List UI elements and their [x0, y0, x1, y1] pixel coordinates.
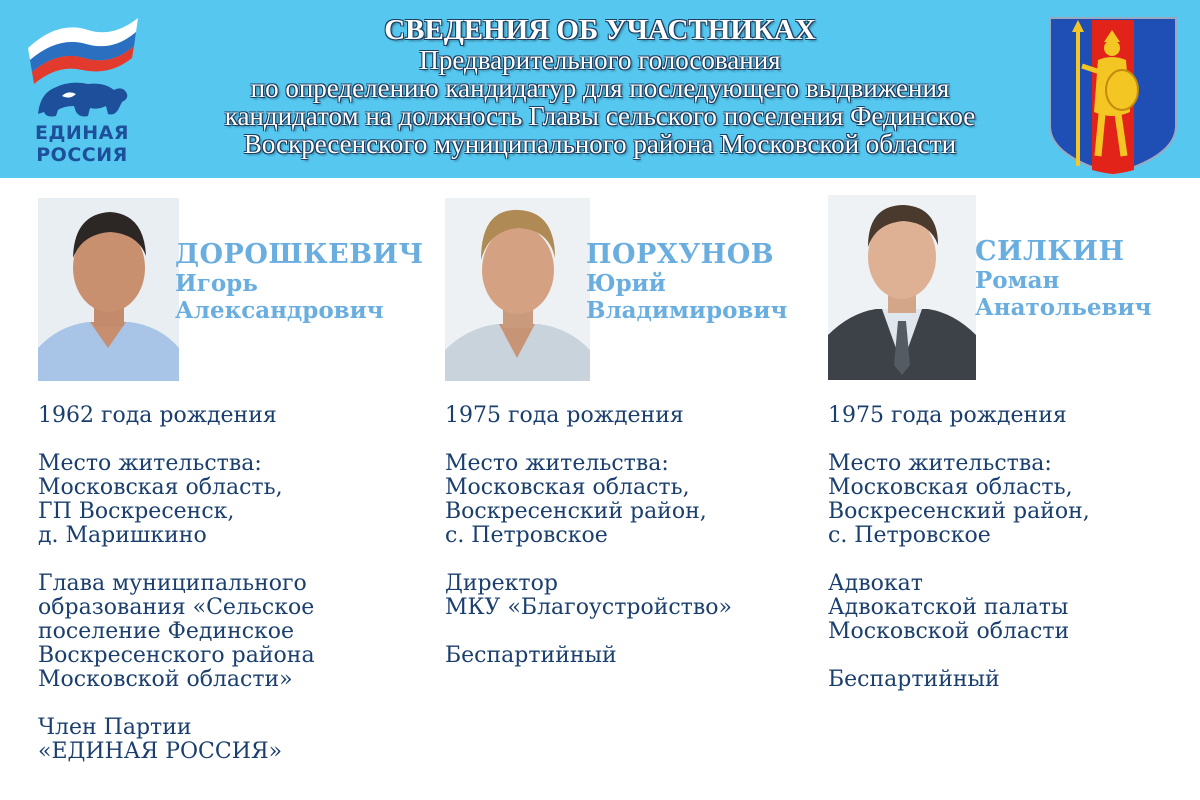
coat-of-arms: [1048, 16, 1178, 176]
candidate-info: [38, 404, 315, 788]
position-line: Воскресенского района: [38, 643, 315, 668]
header-banner: [0, 0, 1200, 178]
party-line: Член Партии: [38, 715, 192, 740]
residence-line: с. Петровское: [828, 523, 991, 548]
residence-line: Место жительства:: [445, 451, 669, 476]
birth-year: 1975 года рождения: [828, 403, 1067, 428]
position-line: Директор: [445, 571, 558, 596]
party-logo: [18, 10, 146, 170]
position-line: поселение Фединское: [38, 619, 295, 644]
residence-line: Московская область,: [445, 475, 690, 500]
residence-line: Московская область,: [828, 475, 1073, 500]
party-line: «ЕДИНАЯ РОССИЯ»: [38, 739, 283, 764]
logo-text-line1: ЕДИНАЯ: [34, 122, 130, 144]
bear-flag-icon: [18, 10, 146, 120]
candidate-name: [586, 240, 787, 324]
candidate-surname: ПОРХУНОВ: [586, 239, 775, 270]
position-line: Адвокатской палаты: [828, 595, 1069, 620]
residence-block: [38, 452, 315, 548]
candidate-name: [975, 237, 1151, 321]
residence-line: Место жительства:: [38, 451, 262, 476]
residence-line: ГП Воскресенск,: [38, 499, 235, 524]
position-line: Московской области»: [38, 667, 293, 692]
candidate-photo: [828, 195, 976, 380]
candidate-first-name: Роман: [975, 267, 1060, 294]
title-line: по определению кандидатур для последующего выдвижения: [250, 73, 950, 103]
position-line: Глава муниципального: [38, 571, 307, 596]
title-line: кандидатом на должность Главы сельского поселения Фединское: [224, 101, 976, 131]
party-block: [828, 668, 1090, 692]
party-block: [38, 716, 315, 764]
candidate-surname: СИЛКИН: [975, 236, 1125, 267]
candidate-first-name: Игорь: [175, 270, 258, 297]
position-block: [38, 572, 315, 692]
title-line: СВЕДЕНИЯ ОБ УЧАСТНИКАХ: [384, 14, 816, 46]
residence-line: д. Маришкино: [38, 523, 207, 548]
position-block: [445, 572, 732, 620]
candidate-patronymic: Владимирович: [586, 297, 788, 324]
person-portrait-icon: [38, 198, 179, 381]
candidate-first-name: Юрий: [586, 270, 666, 297]
residence-line: Воскресенский район,: [445, 499, 707, 524]
residence-line: с. Петровское: [445, 523, 608, 548]
person-portrait-icon: [828, 195, 976, 380]
birth-year: 1962 года рождения: [38, 403, 277, 428]
party-line: Беспартийный: [445, 643, 617, 668]
candidate-patronymic: Анатольевич: [975, 294, 1152, 321]
residence-line: Место жительства:: [828, 451, 1052, 476]
party-block: [445, 644, 732, 668]
party-line: Беспартийный: [828, 667, 1000, 692]
logo-text-line2: РОССИЯ: [36, 144, 128, 166]
position-block: [828, 572, 1090, 644]
candidate-info: [828, 404, 1090, 716]
candidate-photo: [38, 198, 179, 381]
residence-line: Московская область,: [38, 475, 283, 500]
residence-block: [828, 452, 1090, 548]
title-line: Воскресенского муниципального района Московской области: [243, 129, 957, 159]
candidate-surname: ДОРОШКЕВИЧ: [175, 239, 424, 270]
candidate-info: [445, 404, 732, 692]
page-title: [160, 14, 1040, 158]
position-line: Адвокат: [828, 571, 923, 596]
position-line: Московской области: [828, 619, 1070, 644]
coat-of-arms-icon: [1048, 16, 1178, 176]
candidate-patronymic: Александрович: [175, 297, 384, 324]
candidate-name: [175, 240, 424, 324]
birth-year: 1975 года рождения: [445, 403, 684, 428]
candidate-photo: [445, 198, 590, 381]
position-line: МКУ «Благоустройство»: [445, 595, 732, 620]
position-line: образования «Сельское: [38, 595, 315, 620]
residence-block: [445, 452, 732, 548]
title-line: Предварительного голосования: [419, 45, 781, 75]
person-portrait-icon: [445, 198, 590, 381]
residence-line: Воскресенский район,: [828, 499, 1090, 524]
